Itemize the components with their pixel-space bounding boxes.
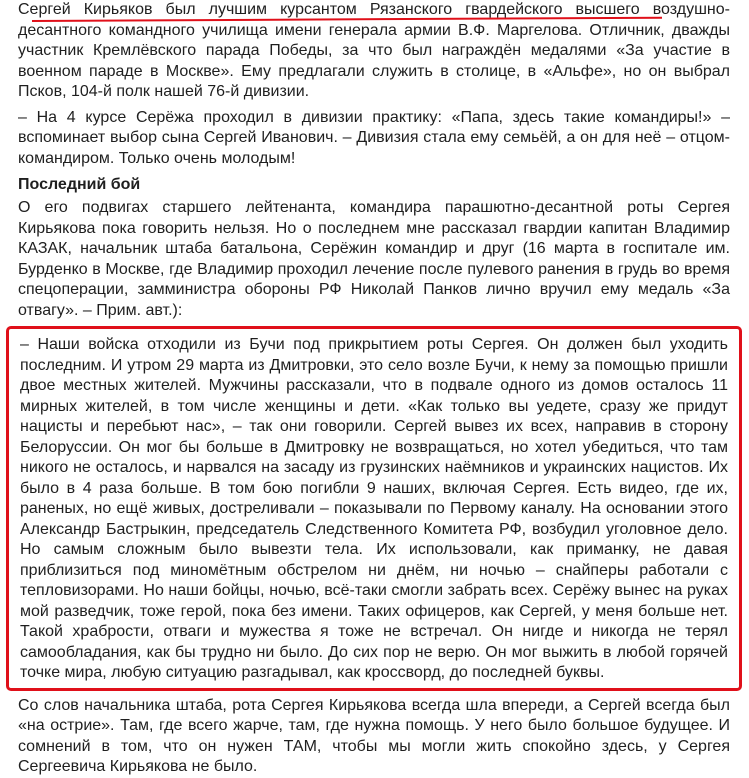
- intro-paragraph: Сергей Кирьяков был лучшим курсантом Рязанского гвардейского высшего воздушно-десантного командного училища имени генерала армии В.Ф. Маргелова. Отличник, дважды участник Кремлёвского парада Победы, за что был награждён медалями «За участие в военном параде в Москве». Ему предлагали служить в столице, в «Альфе», но он выбрал Псков, 104-й полк нашей 76-й дивизии.: [18, 1, 730, 100]
- quote-highlight-box: [6, 326, 742, 691]
- section-heading: Последний бой: [18, 176, 141, 193]
- closing-paragraph: Со слов начальника штаба, рота Сергея Кирьякова всегда шла впереди, а Сергей всегда был «на острие». Там, где всего жарче, там, где нужна помощь. У него было большое будущее. И сомнений в том, что он нужен ТАМ, чтобы мы могли жить спокойно здесь, у Сергея Сергеевича Кирьякова не было.: [18, 696, 730, 775]
- quote-paragraph: – Наши войска отходили из Бучи под прикрытием роты Сергея. Он должен был уходить последним. И утром 29 марта из Дмитровки, это село возле Бучи, к нему за помощью пришли двое местных жителей. Мужчины рассказали, что в подвале одного из домов осталось 11 мирных жителей, в том числе женщины и дети. «Как только вы уедете, сразу же придут нацисты и перебьют нас», – так они говорили. Сергей вывез их всех, направив в сторону Белоруссии. Он мог бы больше в Дмитровку не возвращаться, но хотел убедиться, что там никого не осталось, и нарвался на засаду из грузинских наёмников и украинских нацистов. Их было в 4 раза больше. В том бою погибли 9 наших, включая Сергея. Есть видео, где их, раненых, но ещё живых, достреливали – показывали по Первому каналу. На основании этого Александр Бастрыкин, председатель Следственного Комитета РФ, возбудил уголовное дело. Но самым сложным было вывезти тела. Их использовали, как приманку, не давая приблизиться под миномётным обстрелом ни днём, ни ночью – снайперы работали с тепловизорами. Но наши бойцы, ночью, всё-таки смогли забрать всех. Серёжу вынес на руках мой разведчик, тоже герой, пока без имени. Таких офицеров, как Сергей, у меня больше нет. Такой храбрости, отваги и мужества я тоже не встречал. Он нигде и никогда не терял самообладания, как бы трудно ни было. До сих пор не верю. Он мог выжить в любой горячей точке мира, любую ситуацию разгадывал, как кроссворд, до последней буквы.: [20, 336, 728, 681]
- kazak-paragraph: О его подвигах старшего лейтенанта, командира парашютно-десантной роты Сергея Кирьякова пока говорить нельзя. Но о последнем мне рассказал гвардии капитан Владимир КАЗАК, начальник штаба батальона, Серёжин командир и друг (16 марта в госпитале им. Бурденко в Москве, где Владимир проходил лечение после пулевого ранения в грудь во время спецоперации, замминистра обороны РФ Николай Панков лично вручил ему медаль «За отвагу». – Прим. авт.):: [18, 199, 730, 319]
- article-body: [18, 0, 730, 778]
- practice-paragraph: – На 4 курсе Серёжа проходил в дивизии практику: «Папа, здесь такие командиры!» – вспоминает выбор сына Сергей Иванович. – Дивизия стала ему семьёй, а он для неё – отцом-командиром. Только очень молодым!: [18, 108, 730, 167]
